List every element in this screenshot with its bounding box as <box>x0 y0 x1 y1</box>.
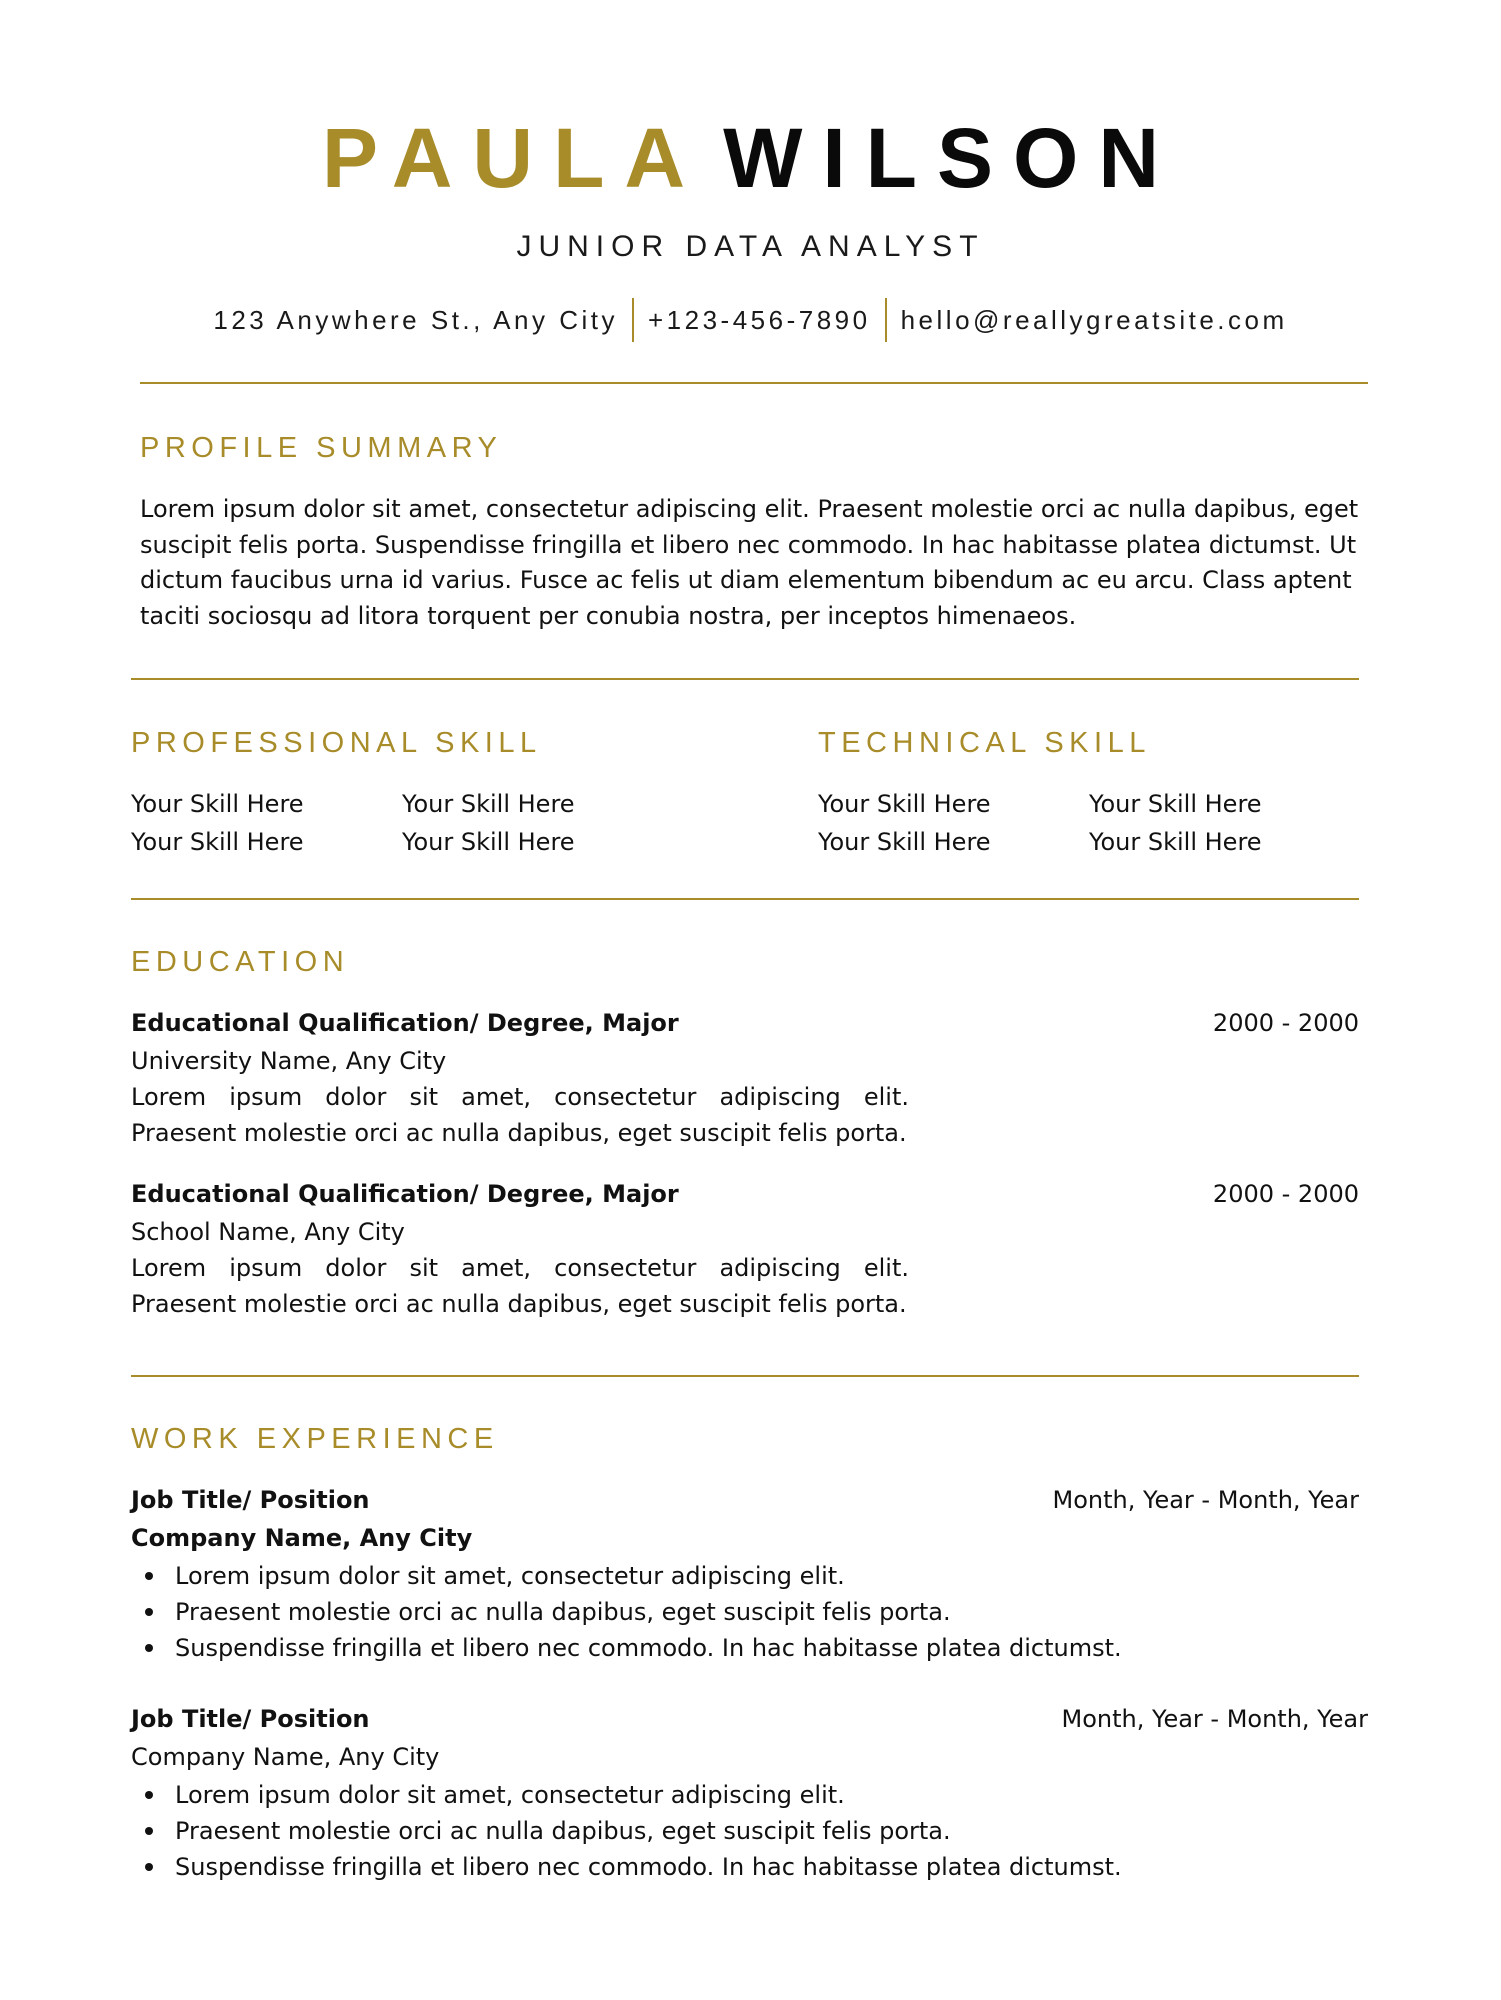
job-title-position: Job Title/ Position <box>131 1486 370 1514</box>
job-bullet: Suspendisse fringilla et libero nec commodo. In hac habitasse platea dictumst. <box>131 1849 1122 1885</box>
technical-skill-heading: TECHNICAL SKILL <box>818 727 1151 759</box>
skill-item: Your Skill Here <box>402 790 575 818</box>
skill-item: Your Skill Here <box>818 828 991 856</box>
skill-item: Your Skill Here <box>131 828 304 856</box>
contact-divider <box>632 298 634 342</box>
job-bullet: Praesent molestie orci ac nulla dapibus, eget suscipit felis porta. <box>131 1594 1122 1630</box>
job-bullet-list <box>131 1777 1122 1885</box>
company-name: Company Name, Any City <box>131 1743 440 1771</box>
job-title-position: Job Title/ Position <box>131 1705 370 1733</box>
section-divider <box>131 898 1359 900</box>
section-divider <box>140 382 1368 384</box>
skill-item: Your Skill Here <box>131 790 304 818</box>
section-divider <box>131 1375 1359 1377</box>
contact-divider <box>885 298 887 342</box>
address: 123 Anywhere St., Any City <box>213 304 618 335</box>
profile-summary-text: Lorem ipsum dolor sit amet, consectetur adipiscing elit. Praesent molestie orci ac nulla dapibus, eget suscipit felis porta. Suspendisse fringilla et libero nec commodo. In hac habitasse platea dictumst. Ut dictum faucibus urna id varius. Fusce ac felis ut diam elementum bibendum ac eu arcu. Class aptent taciti sociosqu ad litora torquent per conubia nostra, per inceptos himenaeos. <box>140 495 1359 630</box>
skill-item: Your Skill Here <box>402 828 575 856</box>
education-description: Lorem ipsum dolor sit amet, consectetur adipiscing elit. Praesent molestie orci ac nulla dapibus, eget suscipit felis porta. <box>131 1254 909 1318</box>
education-heading: EDUCATION <box>131 946 350 978</box>
work-experience-heading: WORK EXPERIENCE <box>131 1423 499 1455</box>
contact-line <box>0 298 1501 342</box>
skill-item: Your Skill Here <box>818 790 991 818</box>
education-degree: Educational Qualification/ Degree, Major <box>131 1180 679 1208</box>
job-bullet: Praesent molestie orci ac nulla dapibus, eget suscipit felis porta. <box>131 1813 1122 1849</box>
job-bullet: Lorem ipsum dolor sit amet, consectetur adipiscing elit. <box>131 1777 1122 1813</box>
education-school: University Name, Any City <box>131 1047 447 1075</box>
job-bullet: Lorem ipsum dolor sit amet, consectetur adipiscing elit. <box>131 1558 1122 1594</box>
education-degree: Educational Qualification/ Degree, Major <box>131 1009 679 1037</box>
education-school: School Name, Any City <box>131 1218 405 1246</box>
section-divider <box>131 678 1359 680</box>
education-description: Lorem ipsum dolor sit amet, consectetur adipiscing elit. Praesent molestie orci ac nulla dapibus, eget suscipit felis porta. <box>131 1083 909 1147</box>
education-dates: 2000 - 2000 <box>1212 1009 1359 1037</box>
last-name: WILSON <box>723 111 1180 205</box>
job-dates: Month, Year - Month, Year <box>1052 1486 1359 1514</box>
skill-item: Your Skill Here <box>1089 828 1262 856</box>
job-bullet-list <box>131 1558 1122 1666</box>
education-dates: 2000 - 2000 <box>1212 1180 1359 1208</box>
email: hello@reallygreatsite.com <box>900 304 1288 335</box>
resume-name <box>0 108 1501 208</box>
first-name: PAULA <box>321 111 706 205</box>
professional-skill-heading: PROFESSIONAL SKILL <box>131 727 542 759</box>
skill-item: Your Skill Here <box>1089 790 1262 818</box>
profile-summary-heading: PROFILE SUMMARY <box>140 432 503 464</box>
job-title: JUNIOR DATA ANALYST <box>516 230 985 263</box>
job-dates: Month, Year - Month, Year <box>1061 1705 1368 1733</box>
job-bullet: Suspendisse fringilla et libero nec commodo. In hac habitasse platea dictumst. <box>131 1630 1122 1666</box>
company-name: Company Name, Any City <box>131 1524 473 1552</box>
phone: +123-456-7890 <box>647 304 871 335</box>
